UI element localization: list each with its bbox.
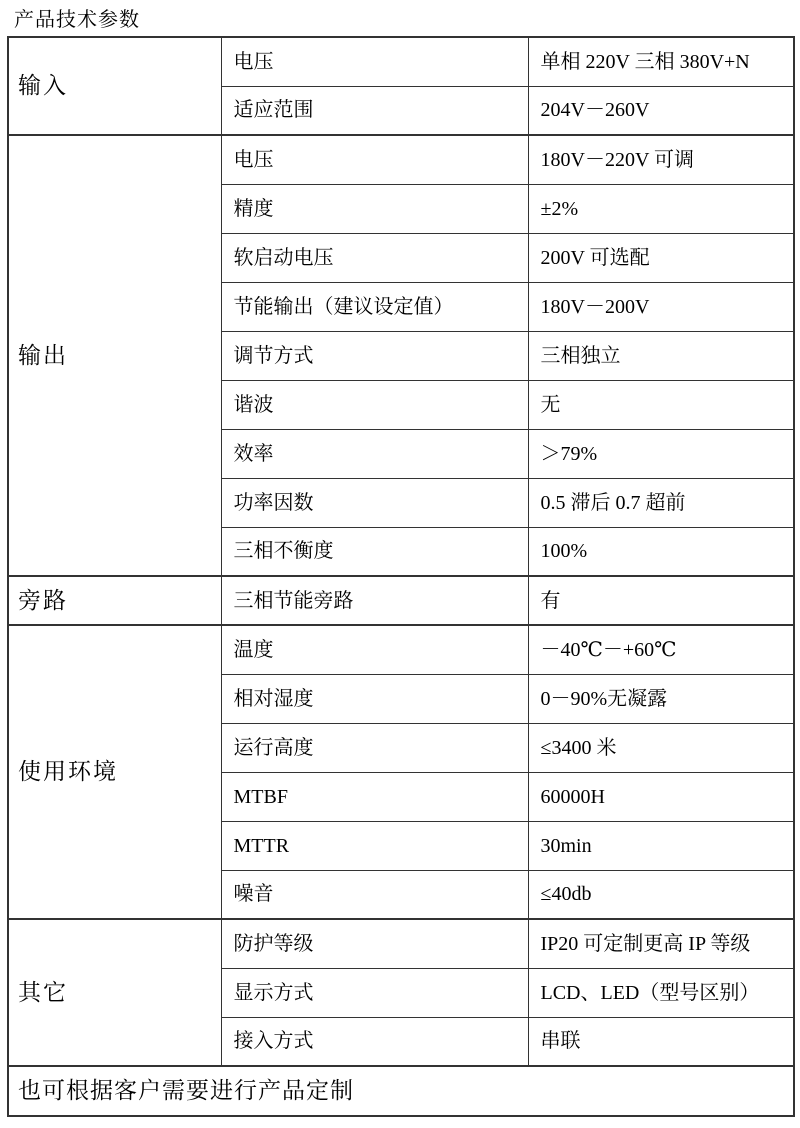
category-cell: 使用环境 [8,625,221,919]
table-row [8,576,794,625]
value-cell: 串联 [528,1017,794,1066]
param-cell: 噪音 [221,870,528,919]
param-cell: 防护等级 [221,919,528,968]
value-cell: 60000H [528,772,794,821]
param-cell: 功率因数 [221,478,528,527]
value-cell: ＞79% [528,429,794,478]
value-cell: ≤3400 米 [528,723,794,772]
param-cell: 精度 [221,184,528,233]
category-cell: 旁路 [8,576,221,625]
value-cell: 有 [528,576,794,625]
param-cell: 电压 [221,37,528,86]
param-cell: 三相不衡度 [221,527,528,576]
table-row [8,37,794,86]
value-cell: 0.5 滞后 0.7 超前 [528,478,794,527]
param-cell: 三相节能旁路 [221,576,528,625]
value-cell: 200V 可选配 [528,233,794,282]
spec-table [7,36,795,1117]
value-cell: 单相 220V 三相 380V+N [528,37,794,86]
param-cell: 接入方式 [221,1017,528,1066]
param-cell: 运行高度 [221,723,528,772]
value-cell: 180V－220V 可调 [528,135,794,184]
param-cell: 相对湿度 [221,674,528,723]
value-cell: LCD、LED（型号区别） [528,968,794,1017]
category-cell: 输出 [8,135,221,576]
category-cell: 输入 [8,37,221,135]
value-cell: ±2% [528,184,794,233]
category-cell: 其它 [8,919,221,1066]
page-title: 产品技术参数 [14,9,140,31]
param-cell: 适应范围 [221,86,528,135]
value-cell: 204V－260V [528,86,794,135]
value-cell: 无 [528,380,794,429]
param-cell: 效率 [221,429,528,478]
param-cell: 显示方式 [221,968,528,1017]
param-cell: MTTR [221,821,528,870]
param-cell: 温度 [221,625,528,674]
spec-table-body [8,37,794,1116]
param-cell: 谐波 [221,380,528,429]
table-row [8,919,794,968]
param-cell: 软启动电压 [221,233,528,282]
param-cell: 节能输出（建议设定值） [221,282,528,331]
value-cell: 三相独立 [528,331,794,380]
param-cell: 电压 [221,135,528,184]
table-row [8,625,794,674]
value-cell: 180V－200V [528,282,794,331]
value-cell: 0－90%无凝露 [528,674,794,723]
value-cell: 100% [528,527,794,576]
value-cell: 30min [528,821,794,870]
param-cell: MTBF [221,772,528,821]
value-cell: IP20 可定制更高 IP 等级 [528,919,794,968]
table-row [8,135,794,184]
value-cell: －40℃－+60℃ [528,625,794,674]
footer-note-cell: 也可根据客户需要进行产品定制 [8,1066,794,1116]
value-cell: ≤40db [528,870,794,919]
param-cell: 调节方式 [221,331,528,380]
table-row [8,1066,794,1116]
